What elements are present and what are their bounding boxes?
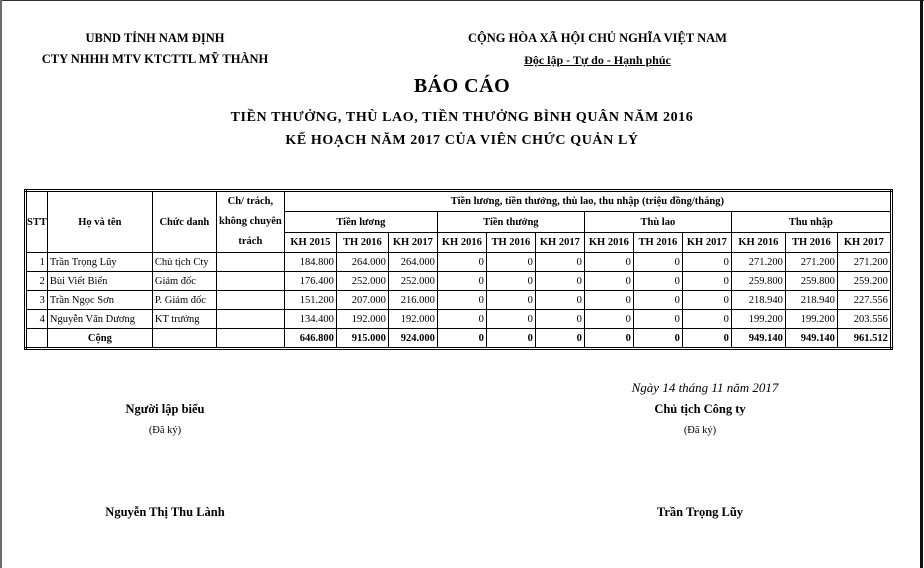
cell-duty (216, 310, 284, 329)
cell-value: 0 (437, 310, 486, 329)
cell-value: 0 (633, 253, 682, 272)
cell-value: 0 (682, 272, 731, 291)
cell-value: 259.800 (731, 272, 785, 291)
cell-value: 0 (437, 253, 486, 272)
col-header-bonus-kh2016: KH 2016 (437, 232, 486, 252)
cell-value: 184.800 (284, 253, 336, 272)
cell-value: 0 (535, 291, 584, 310)
cell-duty-empty (216, 329, 284, 349)
cell-stt: 2 (26, 272, 48, 291)
total-value: 961.512 (837, 329, 891, 349)
col-header-bonus-kh2017: KH 2017 (535, 232, 584, 252)
col-header-income-th2016: TH 2016 (785, 232, 837, 252)
col-header-duty-line3: trách (238, 236, 263, 247)
total-row (26, 329, 892, 349)
cell-value: 227.556 (837, 291, 891, 310)
cell-value: 0 (633, 272, 682, 291)
col-header-salary-kh2017: KH 2017 (388, 232, 437, 252)
cell-value: 0 (633, 291, 682, 310)
preparer-title: Người lập biểu (125, 402, 205, 416)
group-remuneration: Thù lao (584, 212, 731, 232)
group-salary: Tiền lương (284, 212, 437, 232)
report-subtitle-2: KẾ HOẠCH NĂM 2017 CỦA VIÊN CHỨC QUẢN LÝ (285, 133, 639, 148)
cell-duty (216, 291, 284, 310)
col-header-salary-kh2015: KH 2015 (284, 232, 336, 252)
cell-position: Chủ tịch Cty (152, 253, 216, 272)
cell-value: 0 (584, 310, 633, 329)
cell-position: KT trưởng (152, 310, 216, 329)
cell-duty (216, 253, 284, 272)
cell-value: 264.000 (336, 253, 388, 272)
col-header-position: Chức danh (152, 191, 216, 253)
total-value: 0 (682, 329, 731, 349)
col-header-duty-line1: Ch/ trách, (227, 196, 274, 207)
col-header-income-kh2016: KH 2016 (731, 232, 785, 252)
cell-stt-empty (26, 329, 48, 349)
cell-stt: 3 (26, 291, 48, 310)
cell-value: 199.200 (731, 310, 785, 329)
total-value: 949.140 (785, 329, 837, 349)
header-row-1 (26, 191, 892, 212)
cell-position-empty (152, 329, 216, 349)
cell-value: 0 (584, 253, 633, 272)
national-motto: Độc lập - Tự do - Hạnh phúc (524, 53, 671, 67)
cell-value: 218.940 (731, 291, 785, 310)
cell-name: Bùi Viết Biển (47, 272, 152, 291)
cell-value: 134.400 (284, 310, 336, 329)
cell-value: 271.200 (837, 253, 891, 272)
col-header-bonus-th2016: TH 2016 (486, 232, 535, 252)
cell-duty (216, 272, 284, 291)
cell-name: Nguyễn Văn Dương (47, 310, 152, 329)
total-value: 0 (535, 329, 584, 349)
cell-stt: 4 (26, 310, 48, 329)
table-row (26, 272, 892, 291)
cell-value: 271.200 (785, 253, 837, 272)
total-value: 0 (437, 329, 486, 349)
cell-value: 192.000 (388, 310, 437, 329)
cell-value: 0 (682, 291, 731, 310)
cell-value: 0 (682, 310, 731, 329)
cell-value: 0 (535, 310, 584, 329)
cell-value: 271.200 (731, 253, 785, 272)
preparer-signed-note: (Đã ký) (148, 425, 182, 436)
total-value: 924.000 (388, 329, 437, 349)
chairman-signed-note: (Đã ký) (683, 425, 717, 436)
cell-position: P. Giám đốc (152, 291, 216, 310)
page-border-top (0, 0, 924, 1)
col-header-duty-line2: không chuyên (218, 216, 282, 227)
cell-value: 0 (486, 253, 535, 272)
col-header-income-kh2017: KH 2017 (837, 232, 891, 252)
cell-value: 0 (535, 272, 584, 291)
report-date: Ngày 14 tháng 11 năm 2017 (631, 380, 779, 395)
report-table (24, 189, 893, 350)
cell-stt: 1 (26, 253, 48, 272)
cell-value: 0 (437, 291, 486, 310)
col-header-remuneration-kh2016: KH 2016 (584, 232, 633, 252)
cell-value: 176.400 (284, 272, 336, 291)
cell-value: 0 (633, 310, 682, 329)
col-header-salary-th2016: TH 2016 (336, 232, 388, 252)
agency-name: UBND TỈNH NAM ĐỊNH (85, 31, 225, 45)
cell-value: 259.200 (837, 272, 891, 291)
col-header-remuneration-th2016: TH 2016 (633, 232, 682, 252)
cell-value: 199.200 (785, 310, 837, 329)
total-value: 646.800 (284, 329, 336, 349)
col-header-remuneration-kh2017: KH 2017 (682, 232, 731, 252)
col-header-name: Họ và tên (47, 191, 152, 253)
cell-value: 0 (486, 272, 535, 291)
cell-value: 0 (437, 272, 486, 291)
cell-value: 0 (682, 253, 731, 272)
col-header-duty (216, 191, 284, 253)
chairman-title: Chủ tịch Công ty (654, 402, 746, 416)
group-bonus: Tiền thưởng (437, 212, 584, 232)
company-name: CTY NHHH MTV KTCTTL MỸ THÀNH (41, 52, 269, 66)
cell-value: 259.800 (785, 272, 837, 291)
cell-value: 0 (584, 272, 633, 291)
cell-value: 192.000 (336, 310, 388, 329)
preparer-name: Nguyễn Thị Thu Lành (105, 505, 225, 519)
table-row (26, 291, 892, 310)
total-value: 949.140 (731, 329, 785, 349)
cell-position: Giám đốc (152, 272, 216, 291)
group-header: Tiền lương, tiền thưởng, thù lao, thu nhập (triệu đồng/tháng) (284, 191, 891, 212)
cell-value: 203.556 (837, 310, 891, 329)
report-title: BÁO CÁO (413, 75, 511, 97)
group-income: Thu nhập (731, 212, 891, 232)
total-value: 915.000 (336, 329, 388, 349)
table-row (26, 253, 892, 272)
national-title: CỘNG HÒA XÃ HỘI CHỦ NGHĨA VIỆT NAM (468, 31, 727, 45)
cell-value: 0 (486, 310, 535, 329)
cell-name: Trần Trọng Lũy (47, 253, 152, 272)
cell-value: 151.200 (284, 291, 336, 310)
cell-value: 0 (486, 291, 535, 310)
cell-value: 0 (584, 291, 633, 310)
cell-value: 207.000 (336, 291, 388, 310)
table-row (26, 310, 892, 329)
col-header-stt: STT (26, 191, 48, 253)
cell-value: 218.940 (785, 291, 837, 310)
total-value: 0 (633, 329, 682, 349)
cell-value: 252.000 (336, 272, 388, 291)
total-label: Cộng (47, 329, 152, 349)
total-value: 0 (486, 329, 535, 349)
cell-value: 0 (535, 253, 584, 272)
cell-name: Trần Ngọc Sơn (47, 291, 152, 310)
cell-value: 252.000 (388, 272, 437, 291)
cell-value: 216.000 (388, 291, 437, 310)
cell-value: 264.000 (388, 253, 437, 272)
report-subtitle-1: TIỀN THƯỞNG, THÙ LAO, TIỀN THƯỞNG BÌNH QUÂN NĂM 2016 (230, 110, 694, 125)
chairman-name: Trần Trọng Lũy (656, 505, 744, 519)
total-value: 0 (584, 329, 633, 349)
